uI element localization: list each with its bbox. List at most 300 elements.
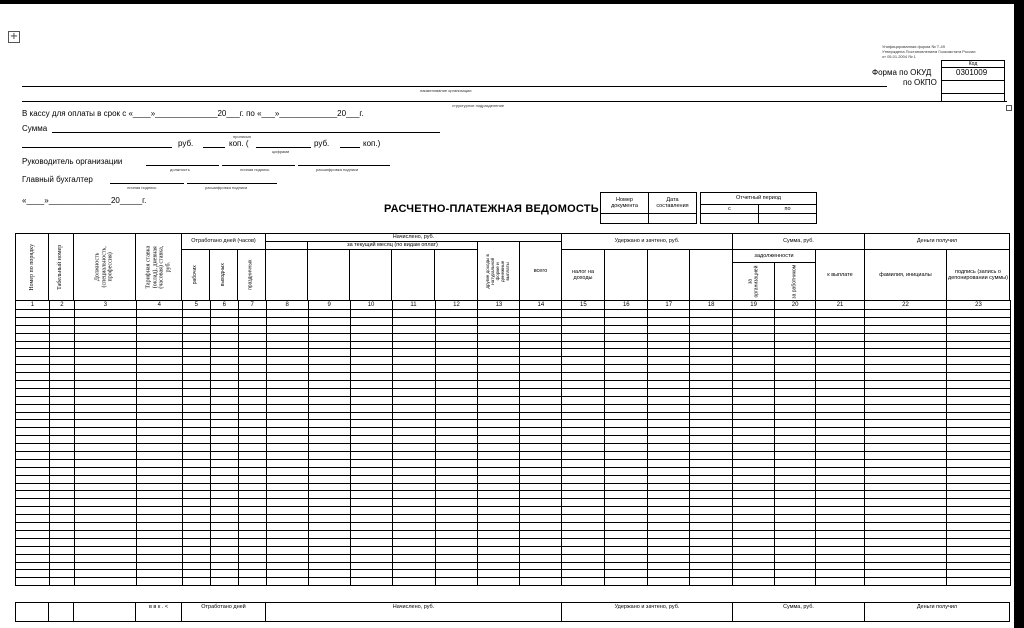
table-cell[interactable] xyxy=(266,483,308,491)
table-cell[interactable] xyxy=(816,412,865,420)
table-cell[interactable] xyxy=(946,333,1010,341)
table-cell[interactable] xyxy=(182,444,210,452)
table-cell[interactable] xyxy=(136,570,182,578)
table-cell[interactable] xyxy=(266,546,308,554)
table-cell[interactable] xyxy=(392,515,435,523)
table-cell[interactable] xyxy=(350,310,392,318)
table-cell[interactable] xyxy=(266,530,308,538)
table-cell[interactable] xyxy=(136,325,182,333)
table-cell[interactable] xyxy=(478,499,520,507)
table-cell[interactable] xyxy=(648,578,690,586)
table-cell[interactable] xyxy=(350,507,392,515)
table-cell[interactable] xyxy=(136,483,182,491)
table-cell[interactable] xyxy=(648,491,690,499)
table-cell[interactable] xyxy=(49,428,74,436)
table-cell[interactable] xyxy=(520,365,562,373)
table-cell[interactable] xyxy=(816,515,865,523)
table-cell[interactable] xyxy=(392,349,435,357)
table-cell[interactable] xyxy=(605,404,648,412)
table-cell[interactable] xyxy=(435,467,478,475)
table-cell[interactable] xyxy=(16,467,50,475)
table-cell[interactable] xyxy=(308,523,350,531)
table-cell[interactable] xyxy=(210,515,238,523)
table-cell[interactable] xyxy=(210,341,238,349)
table-cell[interactable] xyxy=(946,444,1010,452)
table-cell[interactable] xyxy=(690,333,733,341)
table-cell[interactable] xyxy=(238,554,266,562)
table-cell[interactable] xyxy=(16,388,50,396)
table-cell[interactable] xyxy=(648,507,690,515)
table-cell[interactable] xyxy=(182,475,210,483)
table-cell[interactable] xyxy=(520,404,562,412)
table-cell[interactable] xyxy=(49,459,74,467)
table-cell[interactable] xyxy=(350,467,392,475)
table-cell[interactable] xyxy=(775,381,816,389)
table-cell[interactable] xyxy=(946,412,1010,420)
table-cell[interactable] xyxy=(16,396,50,404)
table-cell[interactable] xyxy=(182,412,210,420)
table-cell[interactable] xyxy=(865,530,947,538)
table-cell[interactable] xyxy=(520,515,562,523)
table-cell[interactable] xyxy=(648,325,690,333)
table-cell[interactable] xyxy=(350,341,392,349)
table-cell[interactable] xyxy=(74,530,136,538)
table-cell[interactable] xyxy=(775,396,816,404)
table-cell[interactable] xyxy=(136,404,182,412)
table-cell[interactable] xyxy=(350,459,392,467)
table-cell[interactable] xyxy=(690,436,733,444)
table-cell[interactable] xyxy=(16,381,50,389)
table-cell[interactable] xyxy=(392,570,435,578)
table-cell[interactable] xyxy=(16,554,50,562)
table-cell[interactable] xyxy=(520,475,562,483)
table-cell[interactable] xyxy=(733,436,775,444)
table-cell[interactable] xyxy=(266,475,308,483)
table-cell[interactable] xyxy=(816,333,865,341)
table-cell[interactable] xyxy=(238,420,266,428)
table-cell[interactable] xyxy=(74,357,136,365)
table-cell[interactable] xyxy=(392,388,435,396)
table-cell[interactable] xyxy=(392,523,435,531)
table-cell[interactable] xyxy=(136,562,182,570)
table-cell[interactable] xyxy=(648,436,690,444)
table-cell[interactable] xyxy=(49,483,74,491)
table-cell[interactable] xyxy=(308,420,350,428)
table-cell[interactable] xyxy=(74,317,136,325)
table-cell[interactable] xyxy=(74,483,136,491)
sum-digits-line[interactable] xyxy=(256,147,311,148)
table-cell[interactable] xyxy=(478,491,520,499)
table-cell[interactable] xyxy=(478,483,520,491)
table-cell[interactable] xyxy=(392,578,435,586)
table-cell[interactable] xyxy=(136,388,182,396)
head-decode-line[interactable] xyxy=(298,165,390,166)
table-cell[interactable] xyxy=(49,373,74,381)
table-cell[interactable] xyxy=(308,349,350,357)
table-cell[interactable] xyxy=(210,554,238,562)
table-cell[interactable] xyxy=(350,396,392,404)
table-cell[interactable] xyxy=(435,365,478,373)
table-cell[interactable] xyxy=(392,530,435,538)
table-cell[interactable] xyxy=(865,404,947,412)
table-cell[interactable] xyxy=(733,499,775,507)
table-cell[interactable] xyxy=(16,325,50,333)
table-cell[interactable] xyxy=(266,507,308,515)
table-cell[interactable] xyxy=(392,420,435,428)
table-cell[interactable] xyxy=(520,546,562,554)
table-cell[interactable] xyxy=(605,507,648,515)
table-cell[interactable] xyxy=(520,420,562,428)
table-cell[interactable] xyxy=(74,562,136,570)
table-cell[interactable] xyxy=(435,325,478,333)
table-cell[interactable] xyxy=(210,578,238,586)
table-cell[interactable] xyxy=(16,349,50,357)
table-cell[interactable] xyxy=(648,349,690,357)
table-cell[interactable] xyxy=(946,404,1010,412)
table-cell[interactable] xyxy=(520,436,562,444)
table-cell[interactable] xyxy=(435,475,478,483)
table-cell[interactable] xyxy=(605,452,648,460)
table-cell[interactable] xyxy=(690,428,733,436)
table-cell[interactable] xyxy=(865,452,947,460)
table-cell[interactable] xyxy=(648,373,690,381)
table-cell[interactable] xyxy=(816,373,865,381)
table-cell[interactable] xyxy=(648,388,690,396)
table-cell[interactable] xyxy=(392,554,435,562)
table-cell[interactable] xyxy=(136,546,182,554)
table-cell[interactable] xyxy=(816,483,865,491)
table-cell[interactable] xyxy=(733,444,775,452)
table-cell[interactable] xyxy=(733,333,775,341)
table-cell[interactable] xyxy=(946,570,1010,578)
table-cell[interactable] xyxy=(266,357,308,365)
table-cell[interactable] xyxy=(16,333,50,341)
table-cell[interactable] xyxy=(562,333,605,341)
table-cell[interactable] xyxy=(210,546,238,554)
table-cell[interactable] xyxy=(136,459,182,467)
table-cell[interactable] xyxy=(865,357,947,365)
table-cell[interactable] xyxy=(733,554,775,562)
table-cell[interactable] xyxy=(520,349,562,357)
table-cell[interactable] xyxy=(520,452,562,460)
table-cell[interactable] xyxy=(562,420,605,428)
table-cell[interactable] xyxy=(350,570,392,578)
table-cell[interactable] xyxy=(816,562,865,570)
table-cell[interactable] xyxy=(74,475,136,483)
table-cell[interactable] xyxy=(435,499,478,507)
table-cell[interactable] xyxy=(648,396,690,404)
table-cell[interactable] xyxy=(775,420,816,428)
table-cell[interactable] xyxy=(350,412,392,420)
table-cell[interactable] xyxy=(733,467,775,475)
table-cell[interactable] xyxy=(182,388,210,396)
table-cell[interactable] xyxy=(865,538,947,546)
table-cell[interactable] xyxy=(16,578,50,586)
table-cell[interactable] xyxy=(49,317,74,325)
table-cell[interactable] xyxy=(136,507,182,515)
table-cell[interactable] xyxy=(238,467,266,475)
table-cell[interactable] xyxy=(182,325,210,333)
table-cell[interactable] xyxy=(210,396,238,404)
table-cell[interactable] xyxy=(816,404,865,412)
table-cell[interactable] xyxy=(74,467,136,475)
table-cell[interactable] xyxy=(520,483,562,491)
table-cell[interactable] xyxy=(520,357,562,365)
table-cell[interactable] xyxy=(946,523,1010,531)
table-cell[interactable] xyxy=(733,349,775,357)
table-cell[interactable] xyxy=(562,436,605,444)
table-cell[interactable] xyxy=(136,428,182,436)
table-cell[interactable] xyxy=(605,317,648,325)
table-cell[interactable] xyxy=(690,578,733,586)
table-cell[interactable] xyxy=(520,554,562,562)
table-cell[interactable] xyxy=(74,333,136,341)
table-cell[interactable] xyxy=(308,483,350,491)
table-cell[interactable] xyxy=(690,523,733,531)
table-cell[interactable] xyxy=(266,499,308,507)
table-cell[interactable] xyxy=(74,507,136,515)
table-cell[interactable] xyxy=(238,341,266,349)
table-cell[interactable] xyxy=(238,578,266,586)
table-cell[interactable] xyxy=(435,373,478,381)
table-cell[interactable] xyxy=(775,452,816,460)
table-cell[interactable] xyxy=(16,357,50,365)
table-cell[interactable] xyxy=(946,436,1010,444)
table-cell[interactable] xyxy=(182,428,210,436)
table-cell[interactable] xyxy=(210,317,238,325)
table-cell[interactable] xyxy=(392,546,435,554)
table-cell[interactable] xyxy=(605,357,648,365)
table-cell[interactable] xyxy=(308,507,350,515)
table-cell[interactable] xyxy=(16,570,50,578)
table-cell[interactable] xyxy=(775,475,816,483)
table-cell[interactable] xyxy=(865,475,947,483)
table-cell[interactable] xyxy=(775,515,816,523)
table-cell[interactable] xyxy=(775,349,816,357)
table-cell[interactable] xyxy=(775,570,816,578)
table-cell[interactable] xyxy=(435,459,478,467)
table-cell[interactable] xyxy=(238,436,266,444)
table-cell[interactable] xyxy=(350,349,392,357)
table-cell[interactable] xyxy=(816,349,865,357)
table-cell[interactable] xyxy=(690,412,733,420)
table-cell[interactable] xyxy=(266,333,308,341)
table-cell[interactable] xyxy=(266,428,308,436)
table-cell[interactable] xyxy=(562,310,605,318)
table-cell[interactable] xyxy=(16,475,50,483)
table-cell[interactable] xyxy=(733,523,775,531)
table-cell[interactable] xyxy=(210,562,238,570)
table-cell[interactable] xyxy=(775,523,816,531)
table-cell[interactable] xyxy=(562,381,605,389)
table-cell[interactable] xyxy=(49,310,74,318)
table-cell[interactable] xyxy=(16,317,50,325)
table-cell[interactable] xyxy=(605,373,648,381)
table-cell[interactable] xyxy=(648,546,690,554)
table-cell[interactable] xyxy=(136,491,182,499)
table-cell[interactable] xyxy=(946,349,1010,357)
table-cell[interactable] xyxy=(478,452,520,460)
table-cell[interactable] xyxy=(733,515,775,523)
table-cell[interactable] xyxy=(182,365,210,373)
table-cell[interactable] xyxy=(435,507,478,515)
table-cell[interactable] xyxy=(520,538,562,546)
table-cell[interactable] xyxy=(136,452,182,460)
table-cell[interactable] xyxy=(775,373,816,381)
table-cell[interactable] xyxy=(392,404,435,412)
table-cell[interactable] xyxy=(562,428,605,436)
table-cell[interactable] xyxy=(690,499,733,507)
table-cell[interactable] xyxy=(238,459,266,467)
table-cell[interactable] xyxy=(16,420,50,428)
table-cell[interactable] xyxy=(238,310,266,318)
table-cell[interactable] xyxy=(266,404,308,412)
table-cell[interactable] xyxy=(690,475,733,483)
table-cell[interactable] xyxy=(690,491,733,499)
table-cell[interactable] xyxy=(520,396,562,404)
table-cell[interactable] xyxy=(308,412,350,420)
table-cell[interactable] xyxy=(946,562,1010,570)
table-cell[interactable] xyxy=(182,491,210,499)
table-cell[interactable] xyxy=(308,444,350,452)
table-cell[interactable] xyxy=(16,546,50,554)
table-cell[interactable] xyxy=(238,325,266,333)
table-cell[interactable] xyxy=(266,365,308,373)
table-cell[interactable] xyxy=(136,373,182,381)
table-cell[interactable] xyxy=(136,341,182,349)
table-cell[interactable] xyxy=(775,499,816,507)
table-cell[interactable] xyxy=(946,475,1010,483)
table-cell[interactable] xyxy=(435,357,478,365)
table-cell[interactable] xyxy=(605,491,648,499)
table-cell[interactable] xyxy=(210,381,238,389)
table-cell[interactable] xyxy=(136,523,182,531)
table-cell[interactable] xyxy=(308,467,350,475)
table-cell[interactable] xyxy=(392,357,435,365)
table-cell[interactable] xyxy=(520,444,562,452)
table-cell[interactable] xyxy=(865,420,947,428)
table-cell[interactable] xyxy=(648,444,690,452)
table-cell[interactable] xyxy=(136,499,182,507)
table-cell[interactable] xyxy=(210,570,238,578)
table-cell[interactable] xyxy=(478,515,520,523)
table-cell[interactable] xyxy=(946,467,1010,475)
table-cell[interactable] xyxy=(648,523,690,531)
table-cell[interactable] xyxy=(392,436,435,444)
table-cell[interactable] xyxy=(266,578,308,586)
table-cell[interactable] xyxy=(238,349,266,357)
table-cell[interactable] xyxy=(238,515,266,523)
table-cell[interactable] xyxy=(182,523,210,531)
table-cell[interactable] xyxy=(136,412,182,420)
table-cell[interactable] xyxy=(946,365,1010,373)
table-cell[interactable] xyxy=(648,554,690,562)
table-cell[interactable] xyxy=(392,428,435,436)
table-cell[interactable] xyxy=(350,325,392,333)
table-cell[interactable] xyxy=(562,538,605,546)
table-cell[interactable] xyxy=(648,341,690,349)
table-cell[interactable] xyxy=(648,452,690,460)
table-cell[interactable] xyxy=(266,388,308,396)
table-cell[interactable] xyxy=(238,373,266,381)
table-cell[interactable] xyxy=(49,475,74,483)
table-cell[interactable] xyxy=(865,523,947,531)
table-cell[interactable] xyxy=(435,570,478,578)
table-cell[interactable] xyxy=(308,357,350,365)
table-cell[interactable] xyxy=(775,507,816,515)
table-cell[interactable] xyxy=(605,523,648,531)
table-cell[interactable] xyxy=(16,499,50,507)
table-cell[interactable] xyxy=(435,562,478,570)
table-cell[interactable] xyxy=(238,333,266,341)
table-cell[interactable] xyxy=(562,317,605,325)
table-cell[interactable] xyxy=(605,325,648,333)
table-cell[interactable] xyxy=(350,499,392,507)
table-cell[interactable] xyxy=(210,310,238,318)
table-cell[interactable] xyxy=(308,388,350,396)
table-cell[interactable] xyxy=(49,467,74,475)
table-cell[interactable] xyxy=(350,381,392,389)
table-cell[interactable] xyxy=(775,333,816,341)
table-cell[interactable] xyxy=(392,452,435,460)
table-cell[interactable] xyxy=(865,467,947,475)
table-cell[interactable] xyxy=(478,388,520,396)
table-cell[interactable] xyxy=(865,381,947,389)
table-cell[interactable] xyxy=(308,310,350,318)
table-cell[interactable] xyxy=(520,428,562,436)
table-cell[interactable] xyxy=(562,507,605,515)
table-cell[interactable] xyxy=(392,491,435,499)
table-cell[interactable] xyxy=(775,459,816,467)
table-cell[interactable] xyxy=(605,546,648,554)
table-cell[interactable] xyxy=(266,523,308,531)
table-cell[interactable] xyxy=(816,325,865,333)
acc-decode-line[interactable] xyxy=(187,183,277,184)
table-cell[interactable] xyxy=(350,357,392,365)
table-cell[interactable] xyxy=(392,475,435,483)
table-cell[interactable] xyxy=(392,333,435,341)
table-cell[interactable] xyxy=(946,499,1010,507)
table-cell[interactable] xyxy=(210,467,238,475)
table-cell[interactable] xyxy=(562,373,605,381)
table-cell[interactable] xyxy=(562,452,605,460)
table-cell[interactable] xyxy=(775,491,816,499)
table-cell[interactable] xyxy=(49,436,74,444)
table-cell[interactable] xyxy=(435,444,478,452)
table-cell[interactable] xyxy=(182,404,210,412)
table-cell[interactable] xyxy=(520,467,562,475)
table-cell[interactable] xyxy=(136,310,182,318)
table-cell[interactable] xyxy=(690,381,733,389)
table-cell[interactable] xyxy=(562,570,605,578)
org-unit-line[interactable] xyxy=(22,101,1007,102)
table-cell[interactable] xyxy=(16,507,50,515)
table-cell[interactable] xyxy=(562,554,605,562)
table-cell[interactable] xyxy=(16,341,50,349)
table-cell[interactable] xyxy=(605,365,648,373)
table-cell[interactable] xyxy=(605,570,648,578)
table-cell[interactable] xyxy=(350,452,392,460)
table-cell[interactable] xyxy=(648,570,690,578)
table-cell[interactable] xyxy=(266,570,308,578)
table-cell[interactable] xyxy=(210,507,238,515)
table-cell[interactable] xyxy=(435,404,478,412)
table-cell[interactable] xyxy=(775,436,816,444)
table-cell[interactable] xyxy=(478,396,520,404)
table-cell[interactable] xyxy=(74,515,136,523)
table-cell[interactable] xyxy=(238,444,266,452)
table-cell[interactable] xyxy=(775,538,816,546)
